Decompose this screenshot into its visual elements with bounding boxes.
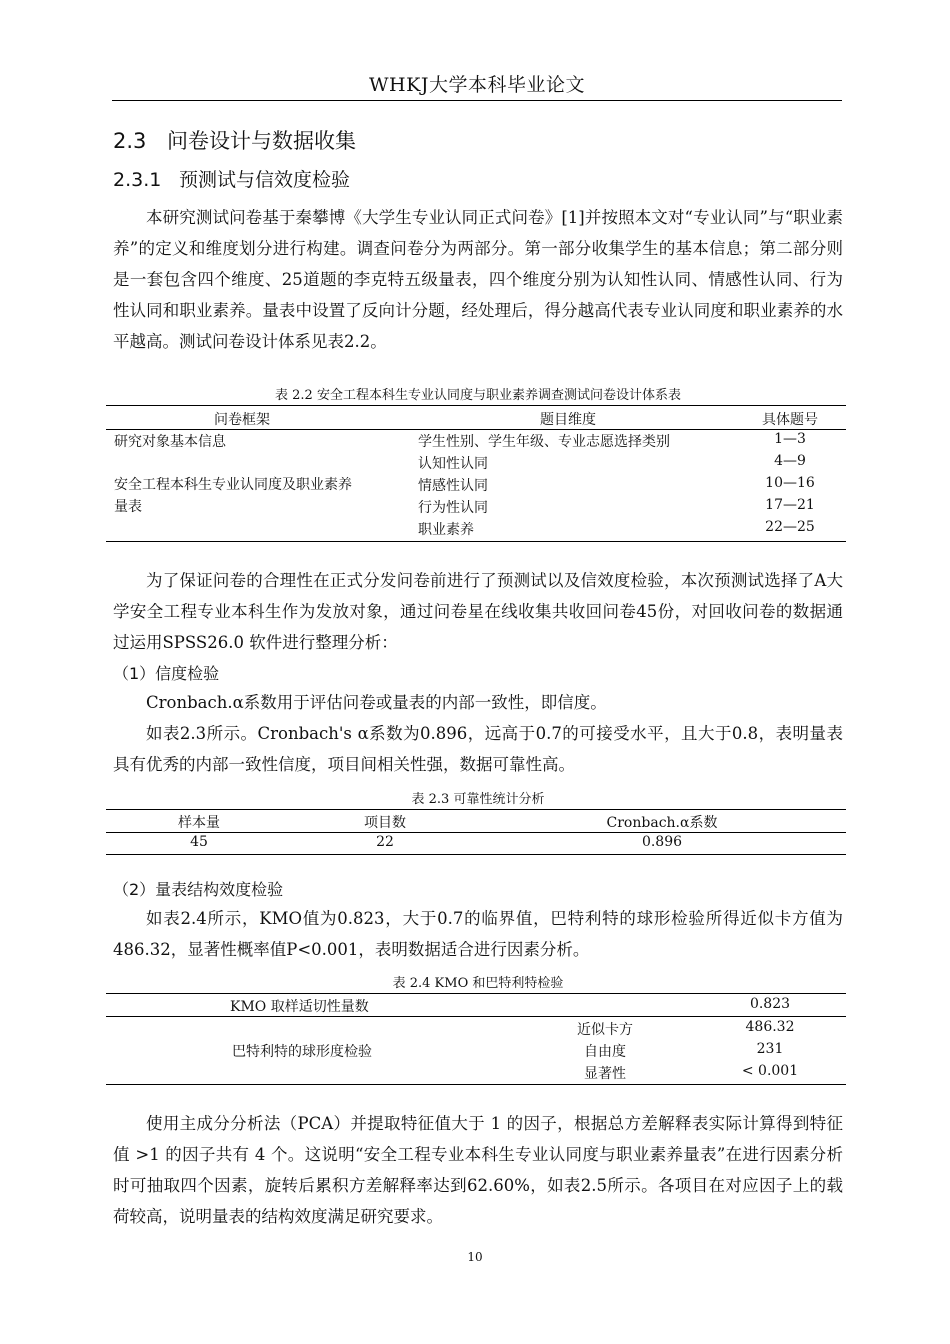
table-2-2-bottom-rule [106,541,846,542]
header-rule [112,100,842,101]
table-2-3-header-sample: 样本量 [178,815,220,831]
subsection-number: 2.3.1 [113,169,162,191]
table-2-3-alpha-value: 0.896 [641,834,683,850]
table-2-2-item-range: 17—21 [765,497,815,513]
table-2-4-stat-value: 486.32 [745,1019,795,1035]
subsection-title: 预测试与信效度检验 [179,169,351,191]
table-2-2-header-number: 具体题号 [762,412,818,428]
table-2-2-item-range: 10—16 [765,475,815,491]
section-title: 问卷设计与数据收集 [167,129,356,153]
table-2-4-stat-label: 显著性 [584,1066,626,1082]
table-2-3-header-rule [106,832,846,833]
page-number: 10 [467,1250,483,1264]
page-header: WHKJ大学本科毕业论文 [369,74,585,96]
paragraph-kmo: 如表2.4所示，KMO值为0.823，大于0.7的临界值，巴特利特的球形检验所得近似卡方值为 486.32，显著性概率值P<0.001，表明数据适合进行因素分析。 [113,909,843,959]
section-number: 2.3 [113,129,147,153]
table-2-4-stat-label: 自由度 [584,1044,626,1060]
table-2-3-header-items: 项目数 [364,815,406,831]
table-2-2-dimension: 情感性认同 [418,478,488,494]
table-2-4-stat-label: 近似卡方 [577,1022,633,1038]
table-2-3-bottom-rule [106,854,846,855]
table-2-2-dimension: 认知性认同 [418,456,488,472]
table-2-4-kmo-value: 0.823 [749,996,791,1012]
table-2-3-header-alpha: Cronbach.α系数 [606,815,718,831]
table-2-2-header-rule [106,429,846,430]
table-2-2-item-range: 22—25 [765,519,815,535]
paragraph-pca: 使用主成分分析法（PCA）并提取特征值大于 1 的因子，根据总方差解释表实际计算得到特征值 >1 的因子共有 4 个。这说明“安全工程专业本科生专业认同度与职业素养量表”在进行因素分析时可抽取四个因素，旋转后累积方差解释率达到62.60%，如表2.5所示。各项目在对应因子上的载荷较高，说明量表的结构效度满足研究要求。 [113,1114,843,1226]
table-2-2-header-dimension: 题目维度 [540,412,596,428]
table-2-2-top-rule [106,405,846,406]
table-2-2-dimension: 职业素养 [418,522,474,538]
table-2-2-item-range: 4—9 [774,453,806,469]
table-2-4-stat-value: < 0.001 [741,1063,799,1079]
validity-heading: （2）量表结构效度检验 [113,880,284,899]
paragraph-cronbach-definition: Cronbach.α系数用于评估问卷或量表的内部一致性，即信度。 [146,693,607,712]
table-2-2-frame-scale-line2: 量表 [114,499,142,515]
table-2-4-top-rule [106,993,846,994]
table-2-2-dimension: 学生性别、学生年级、专业志愿选择类别 [418,434,670,450]
table-2-2-frame-scale-line1: 安全工程本科生专业认同度及职业素养 [114,477,352,493]
paragraph-cronbach-result: 如表2.3所示。Cronbach's α系数为0.896，远高于0.7的可接受水平，且大于0.8，表明量表具有优秀的内部一致性信度，项目间相关性强，数据可靠性高。 [113,724,843,774]
table-2-3-top-rule [106,809,846,810]
subsection-heading [113,165,350,192]
reliability-heading: （1）信度检验 [113,664,220,683]
table-2-2-caption: 表 2.2 安全工程本科生专业认同度与职业素养调查测试问卷设计体系表 [275,388,681,403]
table-2-4-mid-rule [106,1016,846,1017]
table-2-4-bartlett-label: 巴特利特的球形度检验 [232,1044,372,1060]
table-2-3-sample-value: 45 [190,834,208,850]
paragraph-pretest: 为了保证问卷的合理性在正式分发问卷前进行了预测试以及信效度检验，本次预测试选择了A大学安全工程专业本科生作为发放对象，通过问卷星在线收集共收回问卷45份，对回收问卷的数据通过运用SPSS26.0 软件进行整理分析： [113,571,843,652]
table-2-4-stat-value: 231 [756,1041,784,1057]
table-2-2-frame-basic: 研究对象基本信息 [114,434,226,450]
table-2-3-caption: 表 2.3 可靠性统计分析 [411,792,545,807]
table-2-4-bottom-rule [106,1084,846,1085]
table-2-2-header-frame: 问卷框架 [214,412,270,428]
table-2-4-kmo-label: KMO 取样适切性量数 [230,999,369,1015]
table-2-3-items-value: 22 [376,834,394,850]
table-2-2-dimension: 行为性认同 [418,500,488,516]
paragraph-intro: 本研究测试问卷基于秦攀博《大学生专业认同正式问卷》[1]并按照本文对“专业认同”与“职业素养”的定义和维度划分进行构建。调查问卷分为两部分。第一部分收集学生的基本信息；第二部分则是一套包含四个维度、25道题的李克特五级量表，四个维度分别为认知性认同、情感性认同、行为性认同和职业素养。量表中设置了反向计分题，经处理后，得分越高代表专业认同度和职业素养的水平越高。测试问卷设计体系见表2.2。 [113,208,843,351]
table-2-4-caption: 表 2.4 KMO 和巴特利特检验 [392,976,564,991]
table-2-2-item-range: 1—3 [774,431,806,447]
section-heading [113,125,356,155]
